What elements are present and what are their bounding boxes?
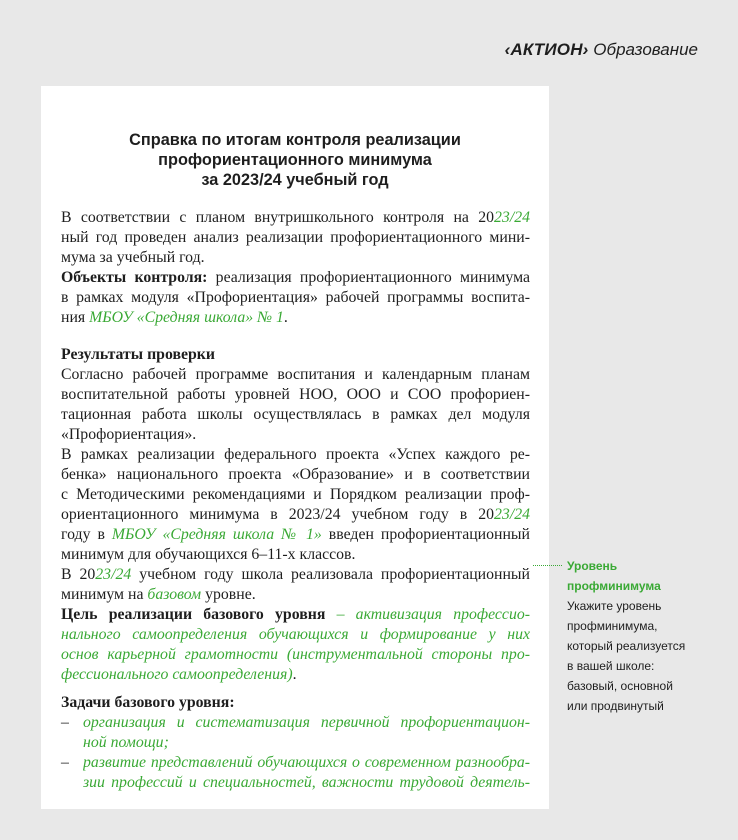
goal-line-4: фессионального самоопределения). — [61, 666, 297, 683]
sidenote-heading-2: профминимума — [567, 579, 661, 593]
task-2-line-1: развитие представлений обучающихся о современном разнообра- — [83, 754, 530, 771]
editable-school-name: МБОУ «Средняя школа» № 1 — [89, 309, 284, 326]
project-line-3: с Методическими рекомендациями и Порядком реализации проф- — [61, 486, 530, 503]
objects-line-2: в рамках модуля «Профориентация» рабочей программы воспита- — [61, 289, 530, 306]
sidenote-line: или продвинутый — [567, 699, 664, 713]
sidenote-line: Укажите уровень — [567, 599, 662, 613]
project-line-6: минимум для обучающихся 6–11-х классов. — [61, 546, 356, 563]
project-line-1: В рамках реализации федерального проекта «Успех каждого ре- — [61, 446, 530, 463]
goal-label: Цель реализации базового уровня — [61, 606, 326, 623]
editable-school-name: МБОУ «Средняя школа № 1» — [111, 526, 322, 543]
objects-line-3: ния МБОУ «Средняя школа» № 1. — [61, 309, 288, 326]
logo-subtitle: Образование — [593, 40, 698, 59]
sidenote — [567, 556, 727, 716]
intro-line-3: мума за учебный год. — [61, 249, 205, 266]
task-bullet: – — [61, 754, 69, 771]
editable-level: базовом — [147, 586, 202, 603]
objects-label: Объекты контроля: — [61, 269, 208, 286]
goal-line-3: основ карьерной грамотности (инструментальной стороны про- — [61, 646, 530, 663]
results-line-2: воспитательной работы уровней НОО, ООО и СОО профориен- — [61, 386, 530, 403]
results-line-3: тационная работа школы осуществлялась в рамках дел модуля — [61, 406, 530, 423]
sidenote-line: который реализуется — [567, 639, 686, 653]
project-line-5: году в МБОУ «Средняя школа № 1» введен профориентационный — [61, 526, 530, 543]
task-bullet: – — [61, 714, 69, 731]
intro-line-2: ный год проведен анализ реализации профориентационного мини- — [61, 229, 530, 246]
editable-year: 23/24 — [494, 506, 530, 523]
sidenote-heading-1: Уровень — [567, 559, 618, 573]
sidenote-connector — [533, 565, 562, 566]
project-line-2: бенка» национального проекта «Образование» и в соответствии — [61, 466, 530, 483]
level-line-2: минимум на базовом уровне. — [61, 586, 256, 603]
level-line-1: В 2023/24 учебном году школа реализовала профориентационный — [61, 566, 530, 583]
project-line-4: ориентационного минимума в 2023/24 учебном году в 2023/24 — [61, 506, 530, 523]
goal-line-2: нального самоопределения обучающихся и формирование у них — [61, 626, 530, 643]
task-1-line-2: ной помощи; — [83, 734, 169, 751]
document-page — [41, 86, 549, 809]
task-2-line-2: зии профессий и специальностей, важности трудовой деятель- — [83, 774, 530, 791]
results-line-1: Согласно рабочей программе воспитания и календарным планам — [61, 366, 530, 383]
aktion-logo — [505, 40, 698, 60]
intro-line-1: В соответствии с планом внутришкольного контроля на 2023/24 — [61, 209, 530, 226]
logo-brand: ‹АКТИОН› — [504, 40, 589, 59]
sidenote-line: в вашей школе: — [567, 659, 655, 673]
document-title: Справка по итогам контроля реализации профориентационного минимума за 2023/24 учебный год — [129, 131, 461, 189]
results-heading: Результаты проверки — [61, 346, 215, 363]
editable-year: 23/24 — [494, 209, 530, 226]
objects-line-1: Объекты контроля: реализация профориентационного минимума — [61, 269, 530, 286]
editable-year: 23/24 — [95, 566, 132, 583]
goal-line-1: Цель реализации базового уровня – активизация профессио- — [61, 606, 530, 623]
results-line-4: «Профориентация». — [61, 426, 197, 443]
sidenote-line: базовый, основной — [567, 679, 673, 693]
task-1-line-1: организация и систематизация первичной профориентацион- — [83, 714, 530, 731]
tasks-heading: Задачи базового уровня: — [61, 694, 235, 711]
sidenote-line: профминимума, — [567, 619, 658, 633]
